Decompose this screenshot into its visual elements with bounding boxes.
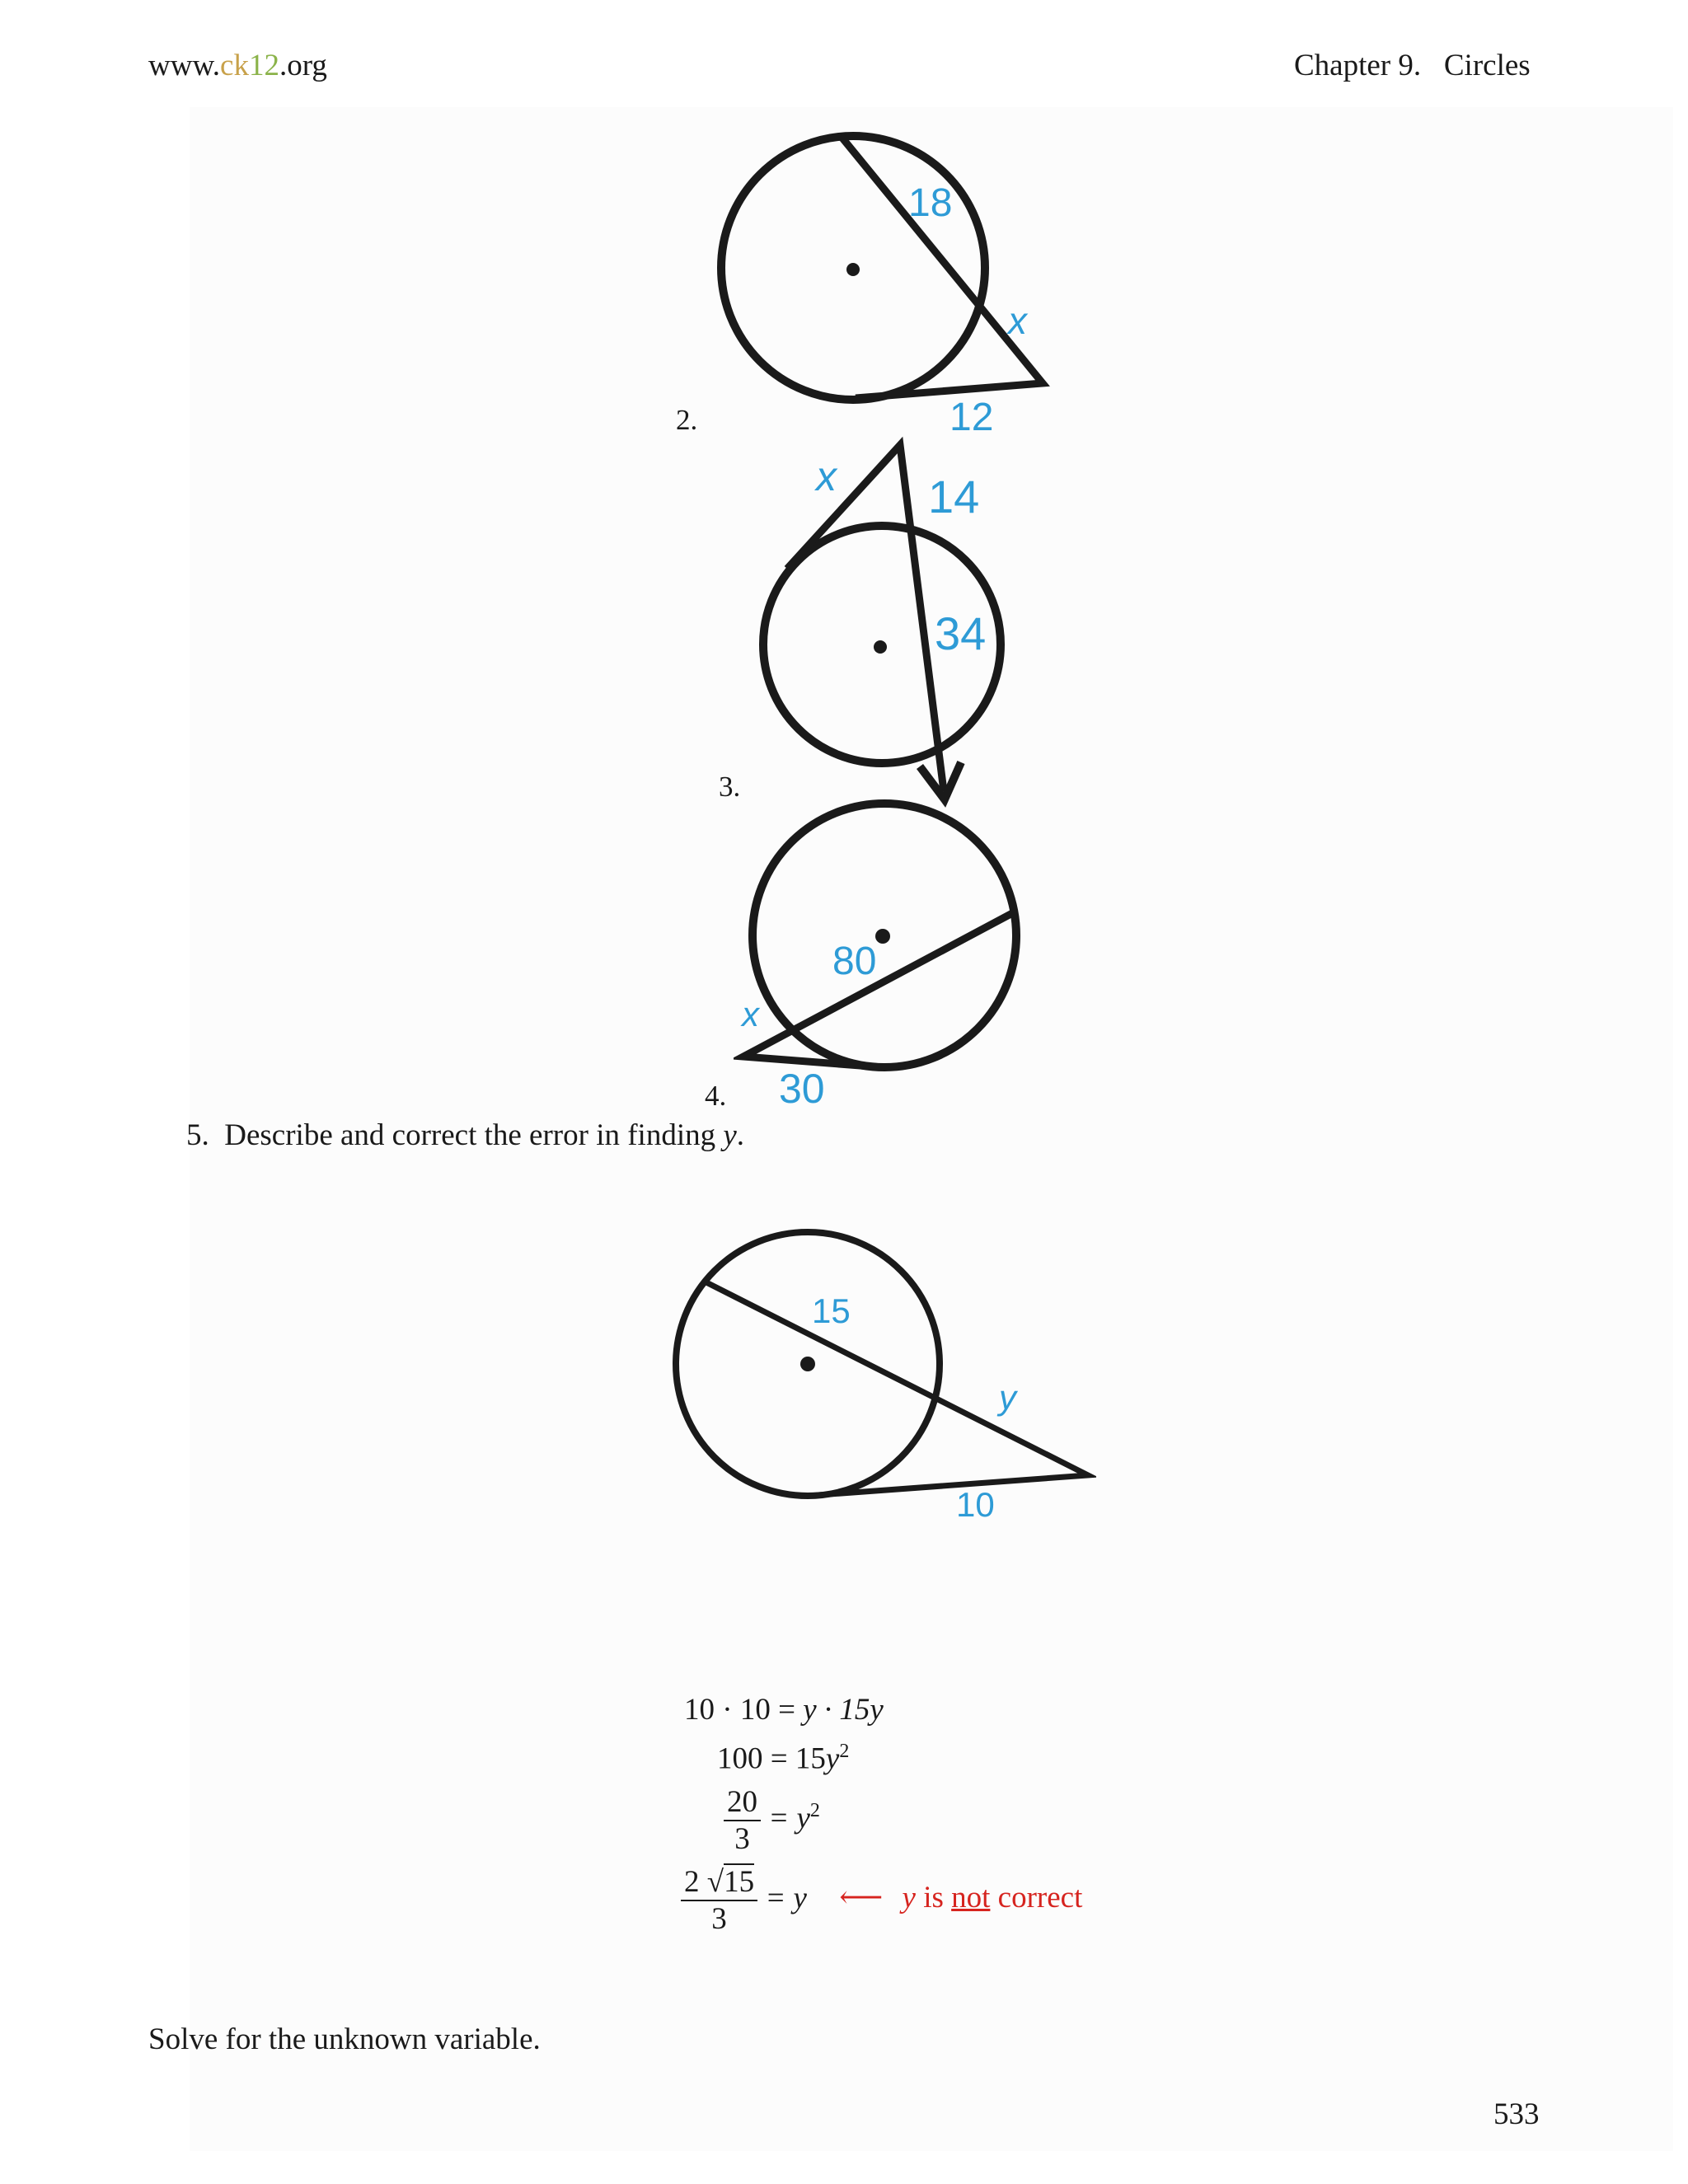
- label-x: x: [1008, 299, 1027, 342]
- work-line-3: [724, 1784, 820, 1857]
- problem-3-number: 3.: [719, 771, 741, 803]
- problem-5-figure: [668, 1220, 1096, 1541]
- problem-4-figure: [734, 791, 1030, 1121]
- label-12: 12: [950, 396, 994, 439]
- label-y: y: [999, 1378, 1016, 1417]
- chapter-title: Circles: [1443, 49, 1531, 82]
- work-line-3-exp: 2: [809, 1800, 820, 1822]
- error-note: [903, 1881, 1083, 1915]
- work-line-4: [681, 1864, 1082, 1937]
- problem-5-end: .: [736, 1118, 745, 1152]
- url-brand-ck: ck: [220, 49, 249, 82]
- work-line-3-fraction: [724, 1784, 761, 1857]
- url-prefix: www.: [148, 49, 221, 82]
- label-14: 14: [928, 471, 980, 523]
- work-line-4-fraction: [681, 1864, 757, 1937]
- work-line-4-rhs: = y: [765, 1881, 807, 1915]
- work-line-3-num: 20: [724, 1784, 761, 1821]
- problem-2-number: 2.: [676, 404, 698, 436]
- label-80: 80: [832, 940, 877, 983]
- label-18: 18: [908, 181, 953, 225]
- chapter-header: [1294, 48, 1531, 83]
- problem-4-number: 4.: [705, 1080, 727, 1112]
- problem-5-text: Describe and correct the error in finding: [224, 1118, 724, 1152]
- page-number: 533: [1493, 2097, 1540, 2131]
- work-line-2-exp: 2: [839, 1741, 850, 1762]
- chapter-number: Chapter 9.: [1294, 49, 1422, 82]
- url-suffix: .org: [279, 49, 327, 82]
- problem-3-figure: [750, 429, 1014, 808]
- error-note-var: y: [902, 1881, 916, 1915]
- instruction-text: Solve for the unknown variable.: [148, 2022, 541, 2056]
- work-line-1: [684, 1692, 884, 1727]
- work-line-4-coef: 2: [684, 1865, 700, 1899]
- work-line-2-lhs: 100 = 15: [717, 1741, 826, 1776]
- problem-2-figure: [709, 124, 1055, 445]
- label-x: x: [816, 453, 837, 499]
- work-line-4-den: 3: [711, 1902, 727, 1936]
- center-dot: [875, 929, 890, 944]
- sqrt-symbol: √: [706, 1865, 724, 1899]
- error-note-not: not: [951, 1881, 991, 1915]
- label-10: 10: [956, 1485, 995, 1524]
- error-note-correct: correct: [990, 1881, 1083, 1915]
- work-line-4-num: [681, 1864, 757, 1901]
- label-30: 30: [779, 1066, 825, 1112]
- error-note-is: is: [915, 1881, 952, 1915]
- center-dot: [800, 1357, 815, 1371]
- label-15: 15: [812, 1291, 851, 1330]
- center-dot: [874, 640, 887, 654]
- work-line-3-rhs: = y: [768, 1801, 810, 1835]
- problem-5-prompt: [186, 1118, 744, 1153]
- work-line-1-lhs: 10 · 10 =: [684, 1693, 804, 1727]
- site-url: [148, 48, 327, 83]
- work-line-2-var: y: [825, 1741, 840, 1776]
- label-x: x: [742, 995, 759, 1033]
- work-line-2: [717, 1741, 849, 1776]
- label-34: 34: [935, 607, 987, 659]
- error-arrow: ⟵: [839, 1881, 884, 1915]
- problem-5-number: 5.: [186, 1118, 209, 1152]
- problem-5-var: y: [723, 1118, 737, 1152]
- work-line-1-rhs: y · 15y: [803, 1693, 884, 1727]
- center-dot: [846, 263, 860, 276]
- url-brand-12: 12: [248, 49, 279, 82]
- work-line-3-den: 3: [734, 1822, 750, 1856]
- work-line-4-radicand: 15: [724, 1865, 755, 1899]
